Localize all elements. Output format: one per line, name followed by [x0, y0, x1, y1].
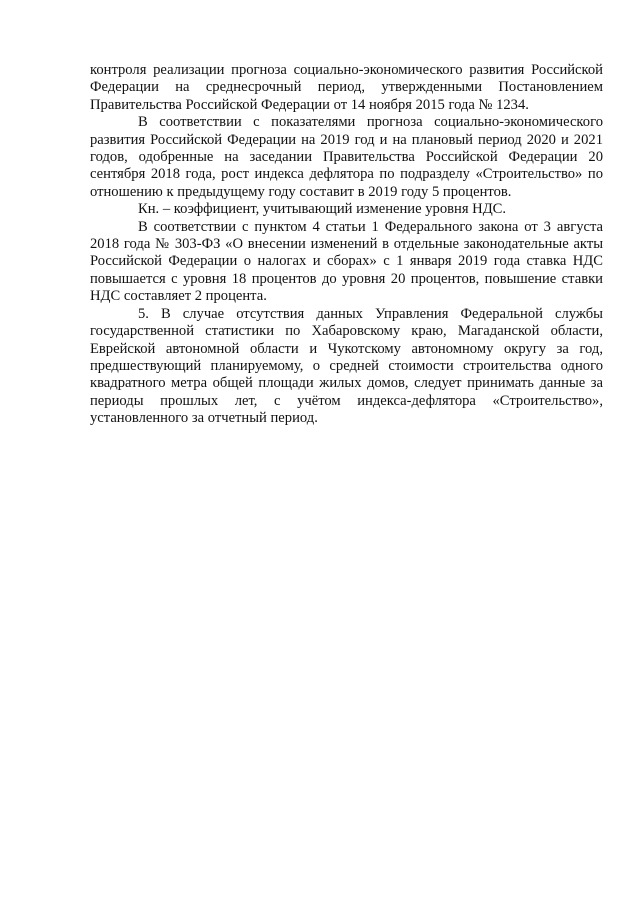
- paragraph-continuation: контроля реализации прогноза социально-экономического развития Российской Федерации на среднесрочный период, утвержденными Постановлением Правительства Российской Федерации от 14 ноября 2015 года № 1234.: [90, 62, 603, 113]
- paragraph-vat-coefficient: Кн. – коэффициент, учитывающий изменение уровня НДС.: [138, 201, 507, 218]
- paragraph-item-5: 5. В случае отсутствия данных Управления Федеральной службы государственной статистики по Хабаровскому краю, Магаданской области, Еврейской автономной области и Чукотскому автономному округу за год, предшествующий планируемому, о средней стоимости строительства одного квадратного метра общей площади жилых домов, следует принимать данные за периоды прошлых лет, с учётом индекса-дефлятора «Строительство», установленного за отчетный период.: [90, 305, 603, 427]
- paragraph-vat-rate-change: В соответствии с пунктом 4 статьи 1 Федерального закона от 3 августа 2018 года № 303-ФЗ «О внесении изменений в отдельные законодательные акты Российской Федерации о налогах и сборах» с 1 января 2019 года ставка НДС повышается с уровня 18 процентов до уровня 20 процентов, повышение ставки НДС составляет 2 процента.: [90, 218, 603, 305]
- paragraph-deflator-index: В соответствии с показателями прогноза социально-экономического развития Российской Федерации на 2019 год и на плановый период 2020 и 2021 годов, одобренные на заседании Правительства Российской Федерации 20 сентября 2018 года, рост индекса дефлятора по подразделу «Строительство» по отношению к предыдущему году составит в 2019 году 5 процентов.: [90, 114, 603, 200]
- document-body: [90, 62, 603, 428]
